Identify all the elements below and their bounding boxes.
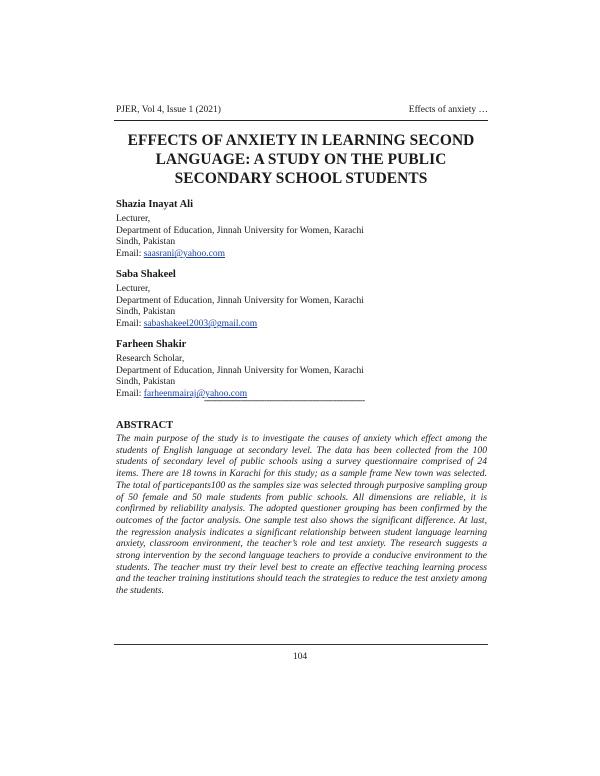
paper-title: [110, 131, 492, 188]
section-separator: -------------------------------------------------------------------: [204, 395, 365, 405]
author-department: Department of Education, Jinnah University for Women, Karachi: [116, 295, 364, 306]
author-name: Shazia Inayat Ali: [116, 199, 194, 210]
email-label: Email:: [116, 249, 144, 260]
email-label: Email:: [116, 389, 144, 400]
author-role: Lecturer,: [116, 213, 151, 224]
author-location: Sindh, Pakistan: [116, 237, 176, 248]
running-title: Effects of anxiety …: [408, 105, 488, 115]
abstract-text: The main purpose of the study is to investigate the causes of anxiety which effect among the students of English language at secondary level. The data has been collected from the 100 students of secondary level of public schools using a survey questionnaire comprised of 24 items. There are 18 towns in Karachi for this study; as a sample frame New town was selected. The total of particepants100 as the samples size was selected through purposive sampling group of 50 female and 50 male students from public schools. All dimensions are reliable, it is confirmed by reliability analysis. The adopted questioner grouping has been confirmed by the outcomes of the factor analysis. One sample test also shows the significant difference. At last, the regression analysis indicates a significant relationship between student language learning anxiety, classroom environment, the teacher’s role and test anxiety. The research suggests a strong intervention by the second language teachers to provide a conducive environment to the students. The teacher must try their level best to create an effective teaching learning process and the teacher training institutions should teach the strategies to reduce the test anxiety among the students.: [116, 433, 487, 597]
author-email-link[interactable]: saasrani@yahoo.com: [143, 249, 225, 260]
author-email-link[interactable]: sabashakeel2003@gmail.com: [143, 319, 258, 330]
author-email-link[interactable]: farheenmairaj@yahoo.com: [143, 389, 248, 400]
author-name: Farheen Shakir: [116, 339, 187, 350]
title-line-3: SECONDARY SCHOOL STUDENTS: [174, 170, 428, 187]
author-block-1: [116, 199, 364, 261]
author-email-line: [116, 319, 364, 331]
header-divider: [114, 120, 488, 121]
title-line-2: LANGUAGE: A STUDY ON THE PUBLIC: [155, 151, 447, 168]
author-block-2: [116, 269, 364, 331]
author-name: Saba Shakeel: [116, 269, 176, 280]
author-department: Department of Education, Jinnah University for Women, Karachi: [116, 365, 364, 376]
author-location: Sindh, Pakistan: [116, 377, 176, 388]
author-block-3: [116, 339, 364, 401]
author-email-line: [116, 249, 364, 261]
author-location: Sindh, Pakistan: [116, 307, 176, 318]
author-role: Research Scholar,: [116, 353, 185, 364]
email-label: Email:: [116, 319, 144, 330]
author-department: Department of Education, Jinnah University for Women, Karachi: [116, 225, 364, 236]
author-role: Lecturer,: [116, 283, 151, 294]
journal-header: PJER, Vol 4, Issue 1 (2021): [116, 105, 221, 115]
page-number: 104: [292, 652, 308, 662]
footer-divider: [114, 644, 488, 645]
abstract-heading: ABSTRACT: [116, 420, 174, 431]
title-line-1: EFFECTS OF ANXIETY IN LEARNING SECOND: [127, 132, 475, 149]
